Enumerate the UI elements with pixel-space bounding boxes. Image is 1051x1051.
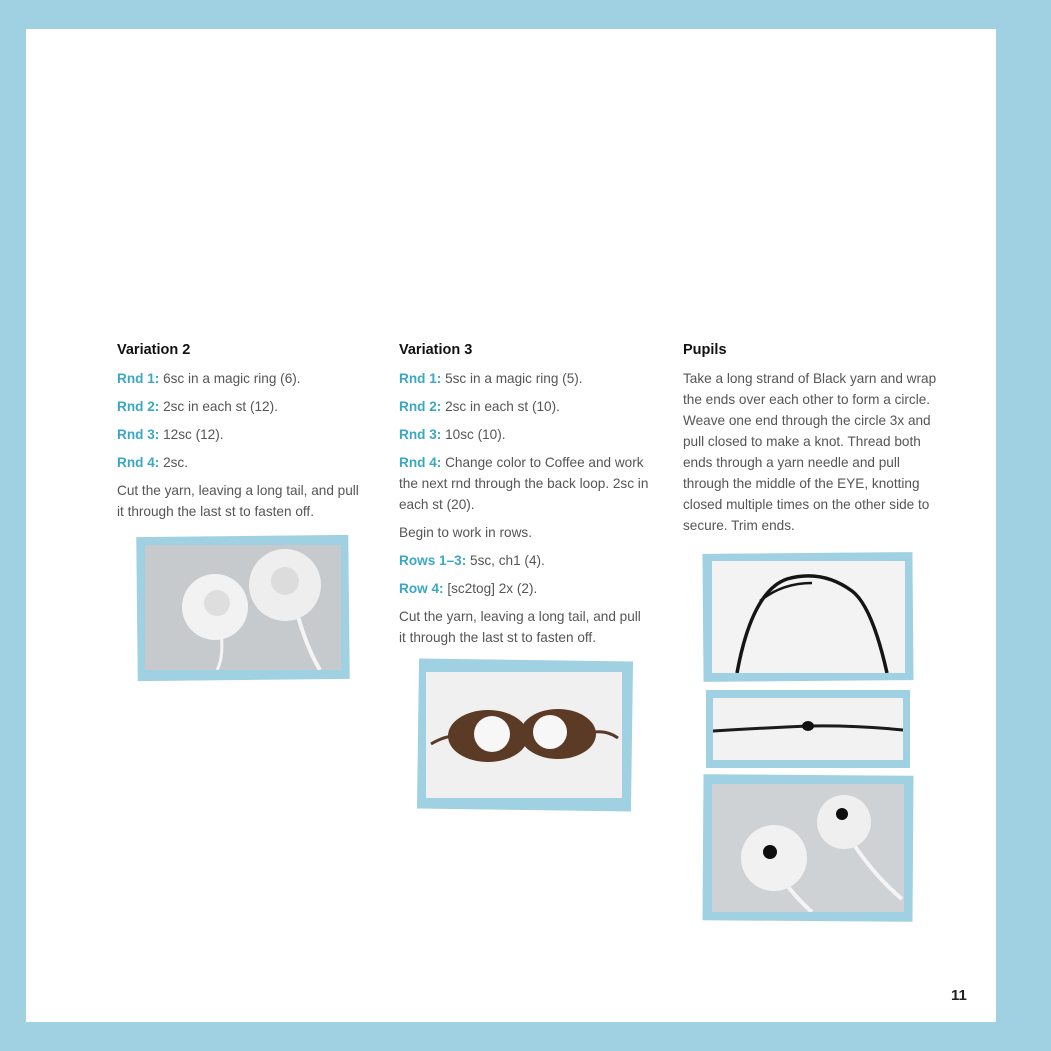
page-number: 11	[951, 987, 967, 1004]
photo-image	[713, 698, 903, 760]
pupils-column	[683, 340, 945, 543]
rnd-line: Rnd 3: 12sc (12).	[117, 427, 224, 442]
photo-image	[145, 545, 341, 670]
pupils-photo-eyes	[703, 775, 913, 921]
rnd-line: Rnd 2: 2sc in each st (10).	[399, 399, 560, 414]
pupils-instructions: Take a long strand of Black yarn and wrap the ends over each other to form a circle. Weave one end through the circle 3x and pull closed to make a knot. Thread both ends through a yarn needle and pull through the middle of the EYE, knotting closed multiple times on the other side to secure. Trim ends.	[683, 371, 937, 533]
rnd-line: Rnd 3: 10sc (10).	[399, 427, 506, 442]
variation-3-heading: Variation 3	[399, 342, 473, 358]
variation-3-column	[399, 340, 649, 655]
rows-intro: Begin to work in rows.	[399, 525, 532, 540]
book-page	[26, 29, 996, 1022]
photo-image	[426, 672, 622, 798]
rnd-line: Rnd 1: 6sc in a magic ring (6).	[117, 371, 301, 386]
finish-instruction: Cut the yarn, leaving a long tail, and pull it through the last st to fasten off.	[399, 609, 641, 645]
pupils-heading: Pupils	[683, 342, 727, 358]
row-line: Rows 1–3: 5sc, ch1 (4).	[399, 553, 545, 568]
variation-2-photo	[137, 536, 349, 680]
row-line: Row 4: [sc2tog] 2x (2).	[399, 581, 538, 596]
pupils-photo-knot	[706, 690, 910, 768]
photo-image	[712, 561, 905, 673]
rnd-line: Rnd 1: 5sc in a magic ring (5).	[399, 371, 583, 386]
finish-instruction: Cut the yarn, leaving a long tail, and pull it through the last st to fasten off.	[117, 483, 359, 519]
pupils-photo-circle	[703, 553, 913, 681]
variation-3-photo	[418, 660, 632, 810]
rnd-line: Rnd 2: 2sc in each st (12).	[117, 399, 278, 414]
rnd-line: Rnd 4: Change color to Coffee and work the next rnd through the back loop. 2sc in each st (20).	[399, 455, 649, 512]
photo-image	[712, 784, 904, 912]
rnd-line: Rnd 4: 2sc.	[117, 455, 189, 470]
variation-2-heading: Variation 2	[117, 342, 191, 358]
variation-2-column	[117, 340, 367, 529]
